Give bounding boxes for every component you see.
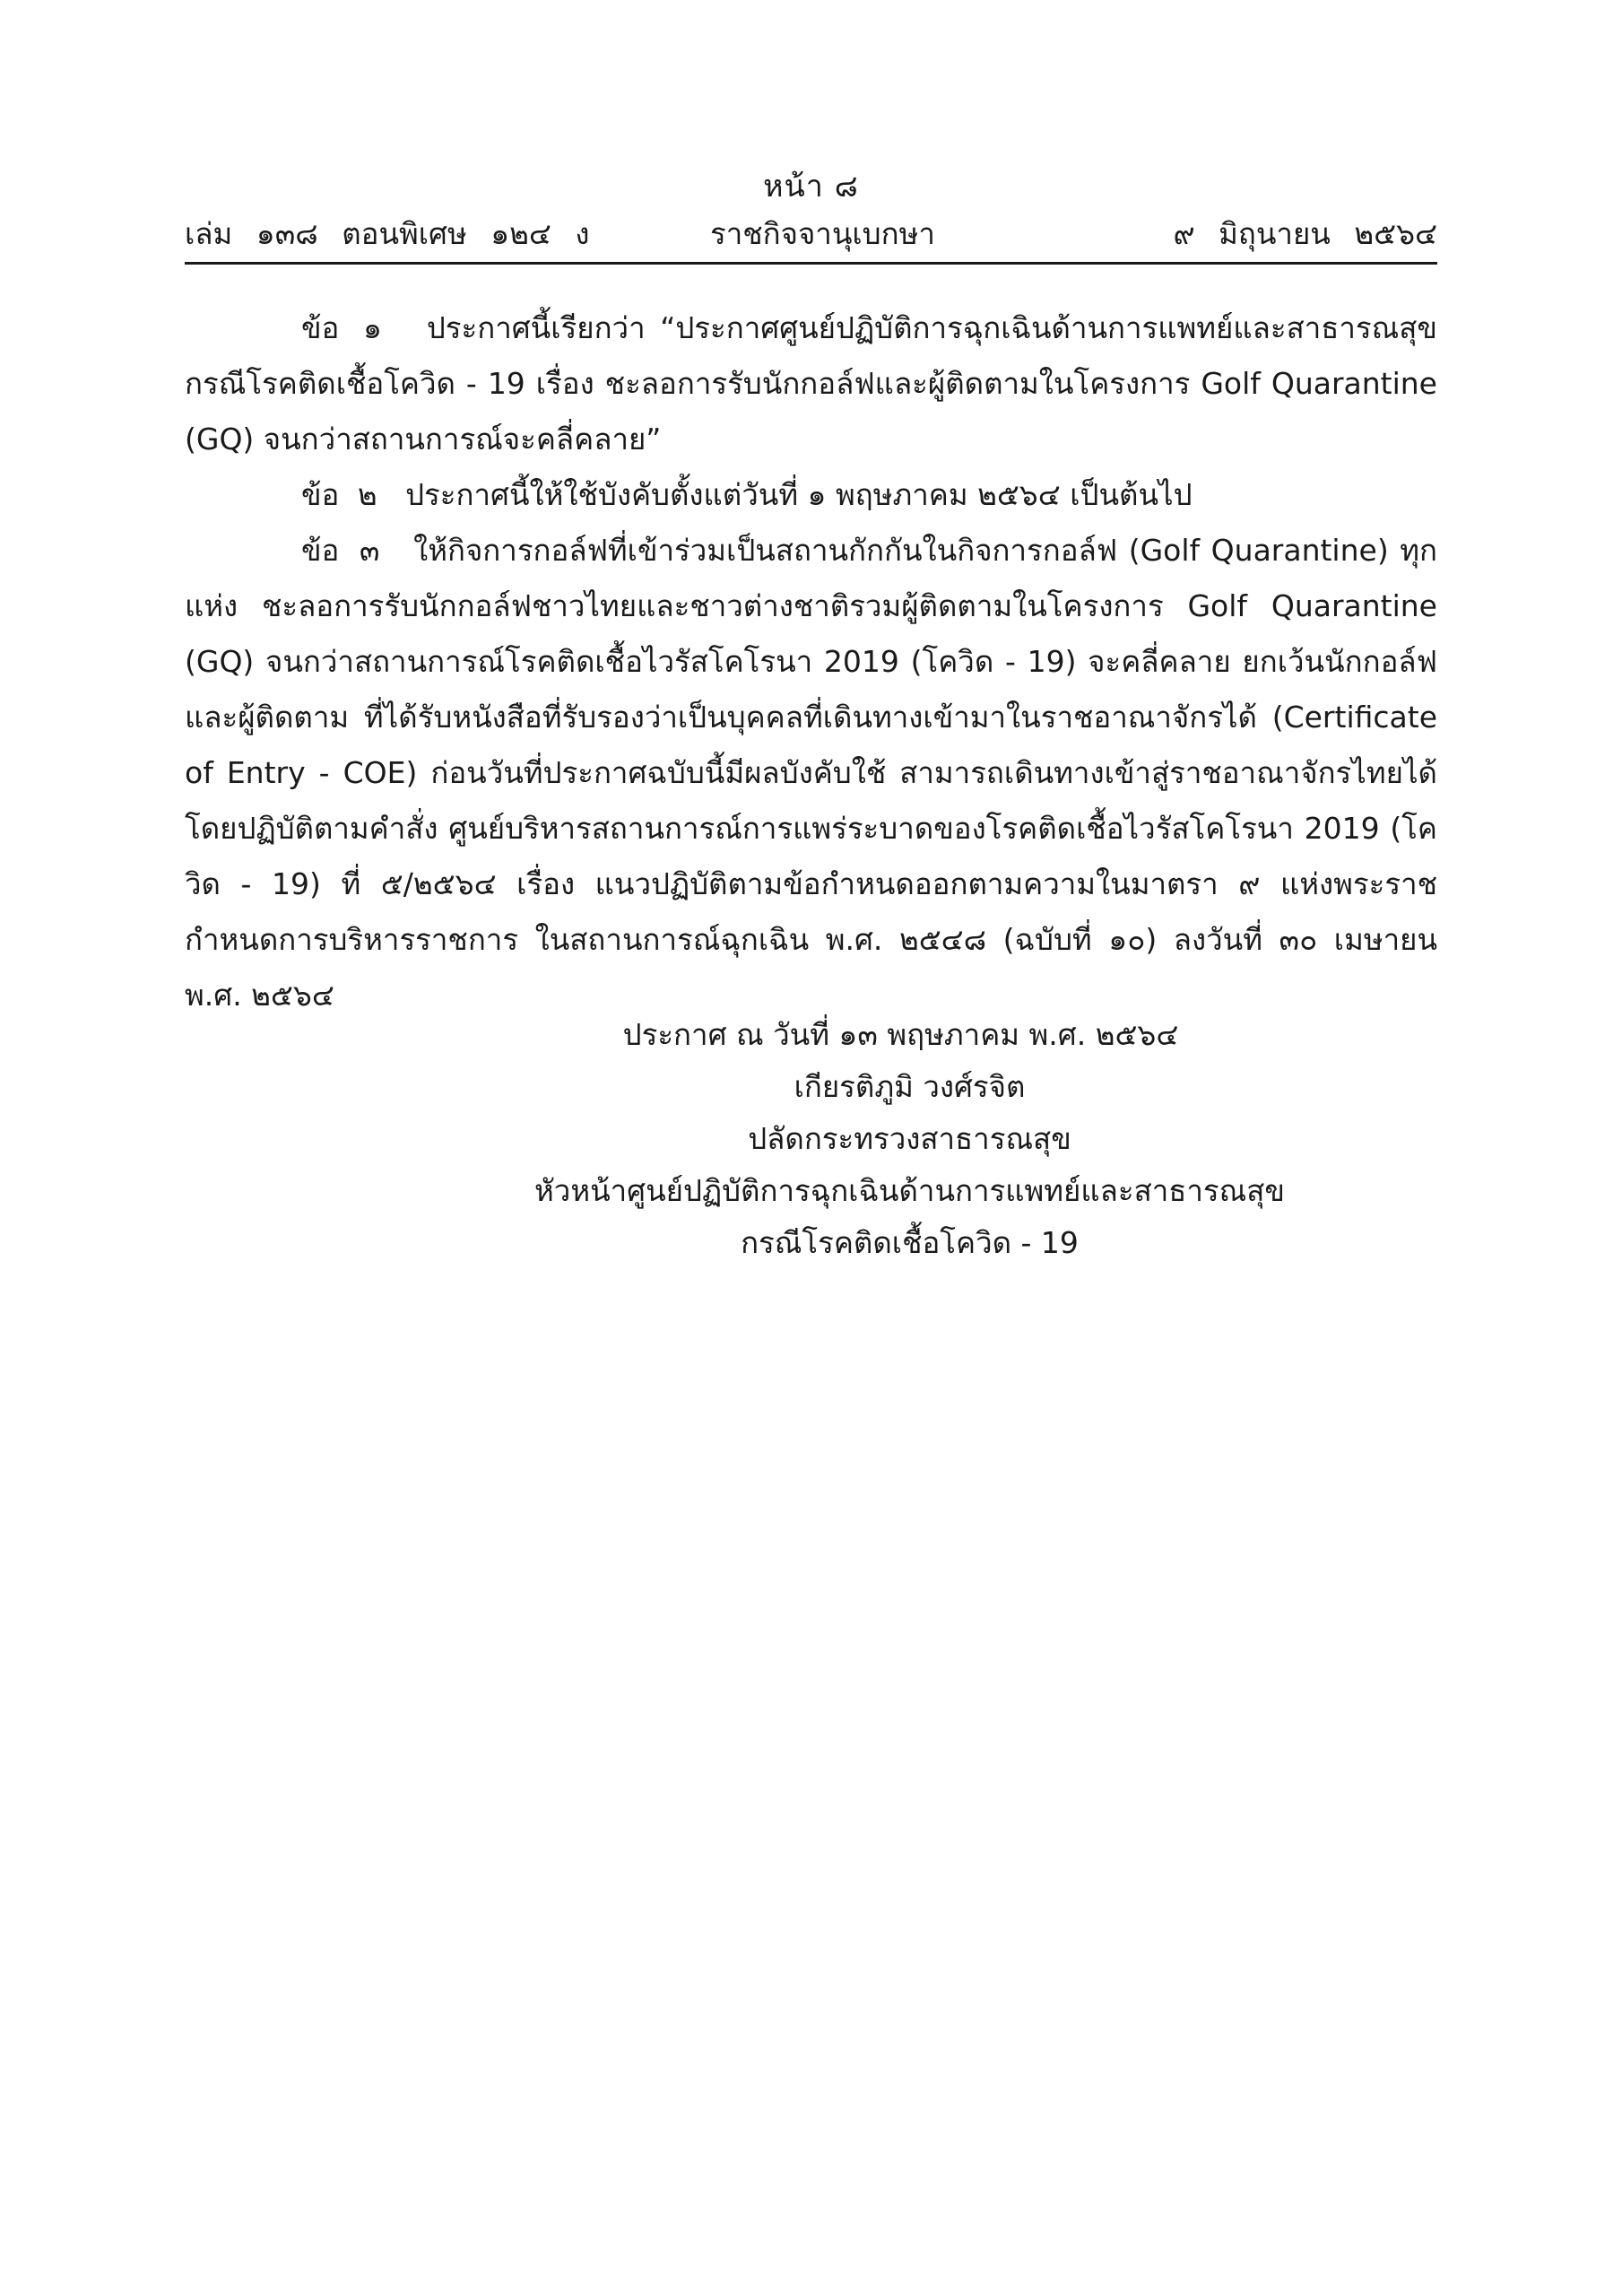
signatory-position: ปลัดกระทรวงสาธารณสุข: [748, 1121, 1071, 1156]
clause-2: [185, 467, 1437, 523]
clause-text: ให้กิจการกอล์ฟที่เข้าร่วมเป็นสถานกักกันในกิจการกอล์ฟ (Golf Quarantine) ทุกแห่ง ชะลอการรับนักกอล์ฟชาวไทยและชาวต่างชาติรวมผู้ติดตามในโครงการ Golf Quarantine (GQ) จนกว่าสถานการณ์โรคติดเชื้อไวรัสโคโรนา 2019 (โควิด - 19) จะคลี่คลาย ยกเว้นนักกอล์ฟและผู้ติดตาม ที่ได้รับหนังสือที่รับรองว่าเป็นบุคคลที่เดินทางเข้ามาในราชอาณาจักรได้ (Certificate of Entry - COE) ก่อนวันที่ประกาศฉบับนี้มีผลบังคับใช้ สามารถเดินทางเข้าสู่ราชอาณาจักรไทยได้ โดยปฏิบัติตามคำสั่ง ศูนย์บริหารสถานการณ์การแพร่ระบาดของโรคติดเชื้อไวรัสโคโรนา 2019 (โควิด - 19) ที่ ๕/๒๕๖๔ เรื่อง แนวปฏิบัติตามข้อกำหนดออกตามความในมาตรา ๙ แห่งพระราชกำหนดการบริหารราชการ ในสถานการณ์ฉุกเฉิน พ.ศ. ๒๕๔๘ (ฉบับที่ ๑๐) ลงวันที่ ๓๐ เมษายน พ.ศ. ๒๕๖๔: [185, 533, 1437, 1013]
header-divider: [185, 262, 1437, 265]
announcement-body: [185, 300, 1437, 1023]
page-number: หน้า ๘: [763, 169, 859, 204]
announcement-date: ประกาศ ณ วันที่ ๑๓ พฤษภาคม พ.ศ. ๒๕๖๔: [622, 1017, 1179, 1052]
signature-block: [0, 1009, 1622, 1269]
volume-issue: เล่ม ๑๓๘ ตอนพิเศษ ๑๒๔ ง: [185, 216, 590, 251]
clause-number: ข้อ ๒: [301, 477, 377, 512]
gazette-header: [185, 212, 1437, 257]
clause-number: ข้อ ๑: [301, 310, 382, 345]
clause-number: ข้อ ๓: [301, 533, 380, 568]
clause-3: [185, 523, 1437, 1023]
signatory-role: หัวหน้าศูนย์ปฏิบัติการฉุกเฉินด้านการแพทย์และสาธารณสุข: [534, 1173, 1285, 1208]
clause-text: ประกาศนี้ให้ใช้บังคับตั้งแต่วันที่ ๑ พฤษภาคม ๒๕๖๔ เป็นต้นไป: [405, 477, 1193, 512]
clause-1: [185, 300, 1437, 467]
clause-text: ประกาศนี้เรียกว่า “ประกาศศูนย์ปฏิบัติการฉุกเฉินด้านการแพทย์และสาธารณสุข กรณีโรคติดเชื้อโควิด - 19 เรื่อง ชะลอการรับนักกอล์ฟและผู้ติดตามในโครงการ Golf Quarantine (GQ) จนกว่าสถานการณ์จะคลี่คลาย”: [185, 310, 1437, 457]
signatory-name: เกียรติภูมิ วงศ์รจิต: [794, 1069, 1026, 1104]
publication-date: ๙ มิถุนายน ๒๕๖๔: [1173, 216, 1437, 251]
signatory-role-cont: กรณีโรคติดเชื้อโควิด - 19: [741, 1225, 1079, 1260]
publication-name: ราชกิจจานุเบกษา: [710, 216, 935, 251]
